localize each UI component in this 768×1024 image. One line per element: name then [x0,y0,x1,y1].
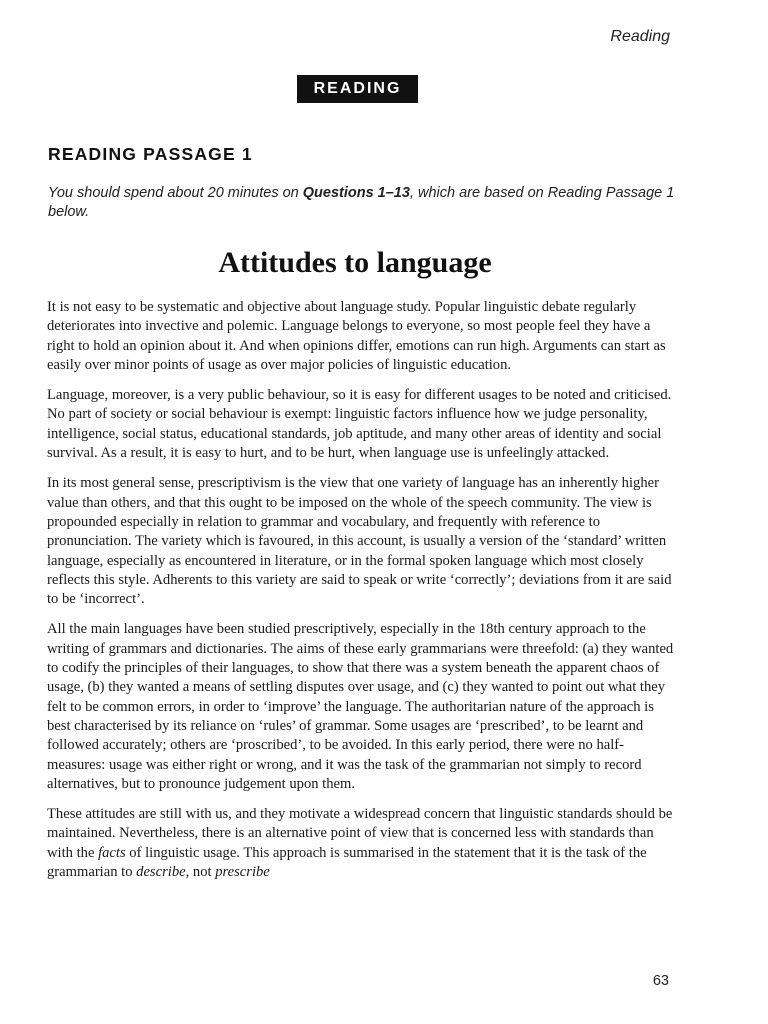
instructions-text-end: , which are based on Reading Passage 1 below. [48,185,675,220]
passage-body [47,298,675,893]
paragraph-5-text-b: of linguistic usage. This approach is summarised in the statement that it is the task of the grammarian to [47,844,647,881]
paragraph-5-text-c: , not [185,864,216,881]
paragraph-2: Language, moreover, is a very public behaviour, so it is easy for different usages to be noted and criticised. No part of society or social behaviour is exempt: linguistic factors influence how we judge personality, intelligence, social status, educational standards, job aptitude, and many other areas of identity and social survival. As a result, it is easy to hurt, and to be hurt, when language use is unfeelingly attacked. [47,387,672,462]
passage-title: Attitudes to language [218,246,492,279]
section-badge: READING [297,75,418,103]
paragraph-5 [47,805,675,882]
page-number: 63 [652,973,669,989]
instructions-text: You should spend about 20 minutes on [48,185,303,201]
paragraph-1: It is not easy to be systematic and objective about language study. Popular linguistic debate regularly deteriorates into invective and polemic. Language belongs to everyone, so most people feel they have a right to hold an opinion about it. And when opinions differ, emotions can run high. Arguments can start as easily over minor points of usage as over major policies of linguistic education. [47,299,666,373]
paragraph-3: In its most general sense, prescriptivism is the view that one variety of language has an inherently higher value than others, and that this ought to be imposed on the whole of the speech community. The view is propounded especially in relation to grammar and vocabulary, and frequently with reference to pronunciation. The variety which is favoured, in this account, is usually a version of the ‘standard’ written language, especially as encountered in literature, or in the formal spoken language which most closely reflects this style. Adherents to this variety are said to speak or write ‘correctly’; deviations from it are said to be ‘incorrect’. [47,475,672,608]
instructions [48,184,688,222]
emphasis-facts: facts [98,844,126,861]
emphasis-prescribe: prescribe [215,864,270,881]
instructions-questions: Questions 1–13 [302,185,410,201]
running-head: Reading [610,28,670,45]
passage-heading: READING PASSAGE 1 [48,144,253,164]
paragraph-4: All the main languages have been studied prescriptively, especially in the 18th century approach to the writing of grammars and dictionaries. The aims of these early grammarians were threefold: (a) they wanted to codify the principles of their languages, to show that there was a system beneath the apparent chaos of usage, (b) they wanted a means of settling disputes over usage, and (c) they wanted to point out what they felt to be common errors, in order to ‘improve’ the language. The authoritarian nature of the approach is best characterised by its reliance on ‘rules’ of grammar. Some usages are ‘prescribed’, to be learnt and followed accurately; others are ‘proscribed’, to be avoided. In this early period, there were no half-measures: usage was either right or wrong, and it was the task of the grammarian not simply to record alternatives, but to pronounce judgement upon them. [47,621,674,792]
paragraph-5-text: These attitudes are still with us, and they motivate a widespread concern that linguistic standards should be maintained. Nevertheless, there is an alternative point of view that is concerned less with standards than with the [47,806,673,861]
emphasis-describe: describe [136,864,186,881]
